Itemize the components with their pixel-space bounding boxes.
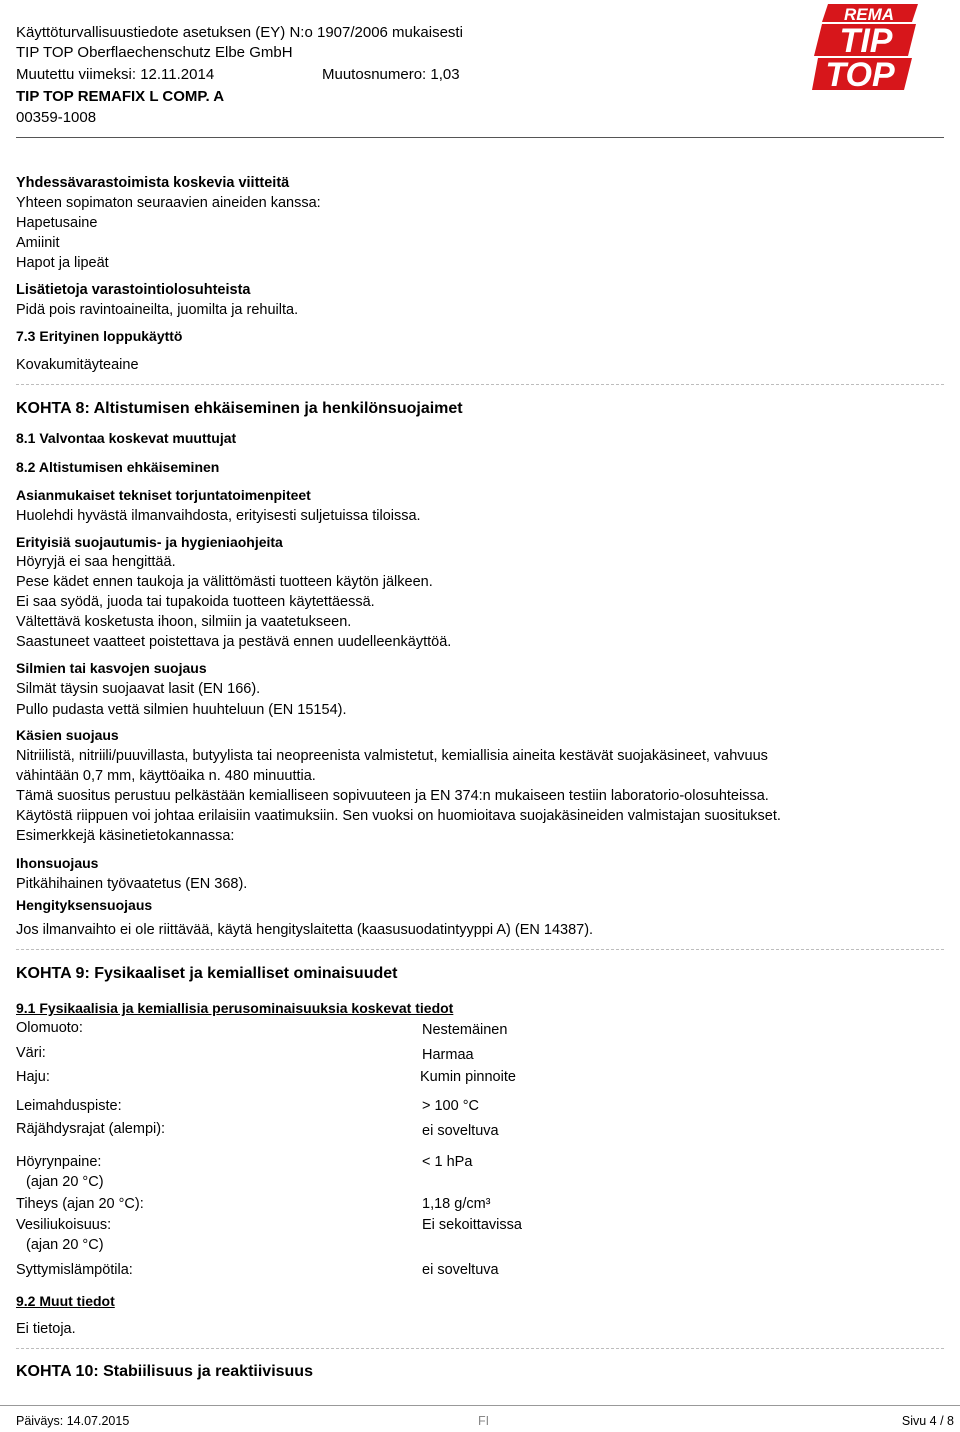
document-header [0, 0, 960, 137]
storage-extra-text: Pidä pois ravintoaineilta, juomilta ja rehuilta. [16, 302, 299, 318]
incompatible-item: Hapot ja lipeät [16, 255, 109, 271]
property-value: Ei sekoittavissa [422, 1217, 522, 1233]
storage-extra-title: Lisätietoja varastointiolosuhteista [16, 282, 251, 298]
property-label: Höyrynpaine: [16, 1154, 102, 1170]
property-label: Leimahduspiste: [16, 1098, 122, 1114]
eye-protection-line: Silmät täysin suojaavat lasit (EN 166). [16, 681, 261, 697]
section-8-2-title: 8.2 Altistumisen ehkäiseminen [16, 459, 220, 475]
incompatible-item: Amiinit [16, 235, 60, 251]
respiratory-protection-text: Jos ilmanvaihto ei ole riittävää, käytä hengityslaitetta (kaasusuodatintyyppi A) (EN 14387). [16, 922, 594, 938]
rema-tip-top-logo [812, 0, 922, 95]
header-modified: Muutettu viimeksi: 12.11.2014 [16, 66, 215, 83]
logo-text-tip: TIP [839, 22, 893, 60]
hygiene-line: Höyryjä ei saa hengittää. [16, 554, 176, 570]
hand-protection-line: Nitriilistä, nitriili/puuvillasta, butyylista tai neopreenista valmistetut, kemiallisia aineita kestävät suojakäsineet, vahvuus [16, 748, 768, 764]
tech-measures-text: Huolehdi hyvästä ilmanvaihdosta, erityisesti suljetuissa tiloissa. [16, 508, 421, 524]
hygiene-line: Saastuneet vaatteet poistettava ja pestävä ennen uudelleenkäyttöä. [16, 634, 452, 650]
property-label: Tiheys (ajan 20 °C): [16, 1196, 144, 1212]
property-value: ei soveltuva [422, 1262, 499, 1278]
hand-protection-line: Tämä suositus perustuu pelkästään kemialliseen sopivuuteen ja EN 374:n mukaiseen testiin laboratorio-olosuhteissa. [16, 788, 769, 804]
hygiene-line: Pese kädet ennen taukoja ja välittömästi tuotteen käytön jälkeen. [16, 574, 433, 590]
property-label: Räjähdysrajat (alempi): [16, 1121, 166, 1137]
footer-page-number: Sivu 4 / 8 [901, 1414, 954, 1428]
hand-protection-title: Käsien suojaus [16, 727, 119, 743]
section-divider [16, 1348, 944, 1349]
property-label: Vesiliukoisuus: [16, 1217, 112, 1233]
hand-protection-line: Käytöstä riippuen voi johtaa erilaisiin vaatimuksiin. Sen vuoksi on huomioitava suojakäsineiden valmistajan suositukset. [16, 808, 781, 824]
property-value: 1,18 g/cm³ [422, 1196, 491, 1212]
section-8-1-title: 8.1 Valvontaa koskevat muuttujat [16, 430, 237, 446]
other-info-text: Ei tietoja. [16, 1321, 76, 1337]
hygiene-title: Erityisiä suojautumis- ja hygieniaohjeita [16, 534, 283, 550]
header-regulation: Käyttöturvallisuustiedote asetuksen (EY) N:o 1907/2006 mukaisesti [16, 24, 463, 41]
property-value: Harmaa [422, 1047, 474, 1063]
property-label: Haju: [16, 1069, 50, 1085]
section-9-1-title: 9.1 Fysikaalisia ja kemiallisia perusominaisuuksia koskevat tiedot [16, 1000, 454, 1016]
property-label: Syttymislämpötila: [16, 1262, 133, 1278]
section-9-2-title: 9.2 Muut tiedot [16, 1293, 115, 1309]
header-product-code: 00359-1008 [16, 109, 97, 126]
section-9-title: KOHTA 9: Fysikaaliset ja kemialliset ominaisuudet [16, 965, 398, 982]
logo-text-top: TOP [825, 56, 895, 94]
section-divider [16, 949, 944, 950]
property-value: < 1 hPa [422, 1154, 473, 1170]
incompatible-text: Yhteen sopimaton seuraavien aineiden kanssa: [16, 195, 321, 211]
property-label: Väri: [16, 1045, 46, 1061]
section-10-title: KOHTA 10: Stabiilisuus ja reaktiivisuus [16, 1363, 313, 1380]
section-8-title: KOHTA 8: Altistumisen ehkäiseminen ja henkilönsuojaimet [16, 400, 463, 417]
property-label-condition: (ajan 20 °C) [26, 1174, 104, 1190]
property-value: Kumin pinnoite [420, 1069, 516, 1085]
property-value: ei soveltuva [422, 1123, 499, 1139]
section-divider [16, 384, 944, 385]
header-revision: Muutosnumero: 1,03 [322, 66, 460, 83]
header-divider [16, 137, 944, 138]
hand-protection-line: Esimerkkejä käsinetietokannassa: [16, 828, 235, 844]
tech-measures-title: Asianmukaiset tekniset torjuntatoimenpiteet [16, 487, 311, 503]
property-value: > 100 °C [422, 1098, 479, 1114]
incompatible-item: Hapetusaine [16, 215, 98, 231]
skin-protection-text: Pitkähihainen työvaatetus (EN 368). [16, 876, 248, 892]
enduse-text: Kovakumitäyteaine [16, 357, 139, 373]
eye-protection-line: Pullo pudasta vettä silmien huuhteluun (EN 15154). [16, 702, 347, 718]
footer-divider [0, 1405, 960, 1406]
joint-storage-title: Yhdessävarastoimista koskevia viitteitä [16, 175, 290, 191]
enduse-title: 7.3 Erityinen loppukäyttö [16, 328, 183, 344]
hygiene-line: Ei saa syödä, juoda tai tupakoida tuotteen käytettäessä. [16, 594, 375, 610]
property-label: Olomuoto: [16, 1020, 83, 1036]
hygiene-line: Vältettävä kosketusta ihoon, silmiin ja vaatetukseen. [16, 614, 352, 630]
header-company: TIP TOP Oberflaechenschutz Elbe GmbH [16, 44, 293, 61]
respiratory-protection-title: Hengityksensuojaus [16, 897, 153, 913]
hand-protection-line: vähintään 0,7 mm, käyttöaika n. 480 minuuttia. [16, 768, 316, 784]
property-label-condition: (ajan 20 °C) [26, 1237, 104, 1253]
footer-language: FI [478, 1414, 490, 1428]
skin-protection-title: Ihonsuojaus [16, 855, 99, 871]
footer-date: Päiväys: 14.07.2015 [16, 1414, 130, 1428]
logo-text-rema: REMA [843, 5, 895, 24]
header-product: TIP TOP REMAFIX L COMP. A [16, 88, 225, 105]
eye-protection-title: Silmien tai kasvojen suojaus [16, 660, 207, 676]
property-value: Nestemäinen [422, 1022, 508, 1038]
